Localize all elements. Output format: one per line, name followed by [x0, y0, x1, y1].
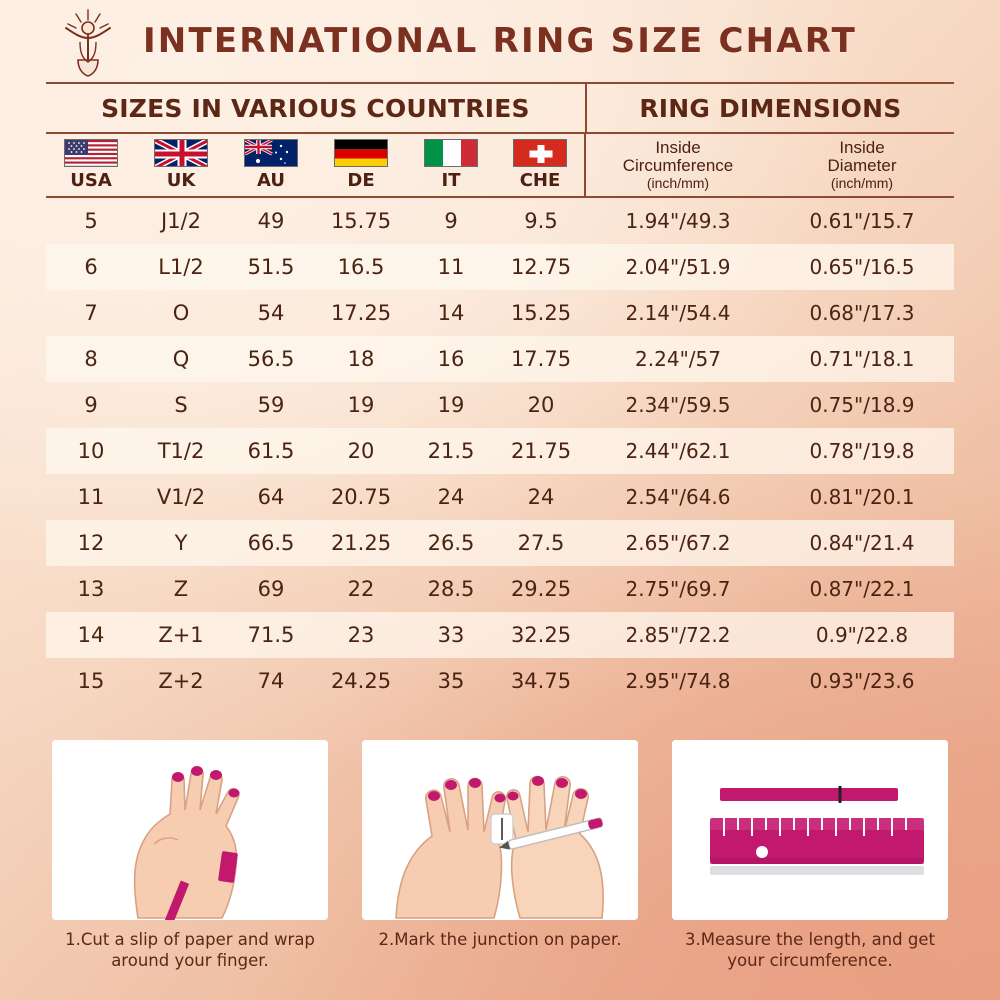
cell-circumference: 2.85"/72.2	[625, 623, 731, 647]
flag-uk-icon	[154, 139, 208, 167]
cell-che: 12.75	[510, 255, 572, 279]
cell-usa: 8	[84, 347, 98, 371]
cell-che: 20	[527, 393, 555, 417]
table-row	[46, 474, 954, 520]
step-1-illustration	[52, 740, 328, 920]
table-row	[46, 336, 954, 382]
diameter-units: (inch/mm)	[830, 174, 894, 191]
cell-it: 14	[437, 301, 465, 325]
cell-de: 20.75	[330, 485, 392, 509]
flag-de-icon	[334, 139, 388, 167]
column-header-circumference	[586, 134, 770, 196]
column-label-au: AU	[257, 170, 285, 191]
cell-che: 24	[527, 485, 555, 509]
cell-it: 33	[437, 623, 465, 647]
cell-de: 24.25	[330, 669, 392, 693]
cell-de: 17.25	[330, 301, 392, 325]
cell-it: 28.5	[427, 577, 475, 601]
cell-it: 9	[444, 209, 458, 233]
cell-de: 20	[347, 439, 375, 463]
cell-uk: L1/2	[158, 255, 204, 279]
cell-de: 21.25	[330, 531, 392, 555]
circumference-units: (inch/mm)	[646, 174, 710, 191]
cell-au: 54	[257, 301, 285, 325]
cell-usa: 7	[84, 301, 98, 325]
cell-au: 74	[257, 669, 285, 693]
table-row	[46, 382, 954, 428]
cell-uk: Z+1	[158, 623, 204, 647]
group-header-dimensions: RING DIMENSIONS	[639, 93, 902, 123]
column-label-it: IT	[441, 170, 461, 191]
cell-usa: 5	[84, 209, 98, 233]
cell-au: 66.5	[247, 531, 295, 555]
step-3-illustration	[672, 740, 948, 920]
cell-uk: V1/2	[156, 485, 206, 509]
cell-usa: 12	[77, 531, 105, 555]
table-row	[46, 612, 954, 658]
step-2-illustration	[362, 740, 638, 920]
cell-it: 21.5	[427, 439, 475, 463]
cell-uk: Y	[174, 531, 188, 555]
column-label-uk: UK	[166, 170, 196, 191]
cell-de: 18	[347, 347, 375, 371]
cell-circumference: 2.75"/69.7	[625, 577, 731, 601]
cell-circumference: 2.65"/67.2	[625, 531, 731, 555]
group-header-countries: SIZES IN VARIOUS COUNTRIES	[46, 84, 587, 132]
cell-circumference: 2.44"/62.1	[625, 439, 731, 463]
flag-it-icon	[424, 139, 478, 167]
cell-circumference: 2.24"/57	[635, 347, 721, 371]
cell-it: 26.5	[427, 531, 475, 555]
cell-usa: 15	[77, 669, 105, 693]
cell-che: 29.25	[510, 577, 572, 601]
cell-che: 17.75	[510, 347, 572, 371]
column-label-che: CHE	[519, 170, 561, 191]
cell-diameter: 0.87"/22.1	[809, 577, 915, 601]
column-header-row	[46, 134, 954, 198]
cell-it: 19	[437, 393, 465, 417]
cell-au: 49	[257, 209, 285, 233]
cell-it: 16	[437, 347, 465, 371]
table-row	[46, 244, 954, 290]
cell-che: 32.25	[510, 623, 572, 647]
circumference-line1: Inside	[655, 138, 701, 158]
cell-de: 16.5	[337, 255, 385, 279]
circumference-line2: Circumference	[622, 156, 734, 176]
cell-de: 19	[347, 393, 375, 417]
cell-usa: 13	[77, 577, 105, 601]
cell-uk: Z+2	[158, 669, 204, 693]
column-label-usa: USA	[70, 170, 112, 191]
cell-diameter: 0.71"/18.1	[809, 347, 915, 371]
cell-usa: 6	[84, 255, 98, 279]
cell-uk: J1/2	[161, 209, 201, 233]
cell-au: 71.5	[247, 623, 295, 647]
table-row	[46, 566, 954, 612]
cell-usa: 14	[77, 623, 105, 647]
cell-usa: 11	[77, 485, 105, 509]
cell-au: 51.5	[247, 255, 295, 279]
cell-che: 9.5	[524, 209, 558, 233]
instruction-steps	[52, 740, 948, 971]
size-chart	[46, 82, 954, 704]
cell-it: 24	[437, 485, 465, 509]
jesus-figure-logo	[52, 8, 124, 78]
column-header-diameter	[770, 134, 954, 196]
cell-circumference: 2.95"/74.8	[625, 669, 731, 693]
flag-usa-icon	[64, 139, 118, 167]
cell-diameter: 0.75"/18.9	[809, 393, 915, 417]
cell-usa: 9	[84, 393, 98, 417]
cell-circumference: 2.54"/64.6	[625, 485, 731, 509]
cell-circumference: 1.94"/49.3	[625, 209, 731, 233]
cell-diameter: 0.93"/23.6	[809, 669, 915, 693]
cell-uk: S	[174, 393, 188, 417]
flag-au-icon	[244, 139, 298, 167]
diameter-line2: Diameter	[827, 156, 897, 176]
cell-uk: O	[172, 301, 190, 325]
column-header-uk	[136, 134, 226, 196]
column-header-usa	[46, 134, 136, 196]
cell-au: 61.5	[247, 439, 295, 463]
cell-diameter: 0.9"/22.8	[815, 623, 909, 647]
cell-it: 35	[437, 669, 465, 693]
cell-circumference: 2.14"/54.4	[625, 301, 731, 325]
step-1-caption: 1.Cut a slip of paper and wrap around your finger.	[65, 930, 315, 970]
cell-che: 27.5	[517, 531, 565, 555]
cell-che: 15.25	[510, 301, 572, 325]
cell-uk: Q	[172, 347, 190, 371]
cell-de: 23	[347, 623, 375, 647]
cell-diameter: 0.65"/16.5	[809, 255, 915, 279]
cell-diameter: 0.78"/19.8	[809, 439, 915, 463]
cell-de: 22	[347, 577, 375, 601]
cell-diameter: 0.61"/15.7	[809, 209, 915, 233]
cell-au: 59	[257, 393, 285, 417]
cell-usa: 10	[77, 439, 105, 463]
column-header-de	[316, 134, 406, 196]
cell-che: 21.75	[510, 439, 572, 463]
table-row	[46, 658, 954, 704]
instruction-step-2	[362, 740, 638, 971]
cell-au: 69	[257, 577, 285, 601]
cell-de: 15.75	[330, 209, 392, 233]
table-row	[46, 290, 954, 336]
table-row	[46, 520, 954, 566]
cell-diameter: 0.81"/20.1	[809, 485, 915, 509]
group-header-row	[46, 82, 954, 134]
table-row	[46, 428, 954, 474]
table-row	[46, 198, 954, 244]
cell-circumference: 2.04"/51.9	[625, 255, 731, 279]
diameter-line1: Inside	[839, 138, 885, 158]
instruction-step-3	[672, 740, 948, 971]
cell-che: 34.75	[510, 669, 572, 693]
cell-au: 64	[257, 485, 285, 509]
page-title: INTERNATIONAL RING SIZE CHART	[142, 21, 858, 61]
instruction-step-1	[52, 740, 328, 971]
step-3-caption: 3.Measure the length, and get your circumference.	[685, 930, 935, 970]
size-rows	[46, 198, 954, 704]
cell-uk: T1/2	[157, 439, 205, 463]
step-2-caption: 2.Mark the junction on paper.	[378, 930, 622, 949]
page-header	[0, 0, 1000, 82]
column-header-che	[496, 134, 586, 196]
column-header-it	[406, 134, 496, 196]
column-label-de: DE	[347, 170, 375, 191]
cell-diameter: 0.84"/21.4	[809, 531, 915, 555]
cell-it: 11	[437, 255, 465, 279]
cell-au: 56.5	[247, 347, 295, 371]
cell-uk: Z	[173, 577, 189, 601]
cell-diameter: 0.68"/17.3	[809, 301, 915, 325]
flag-che-icon	[513, 139, 567, 167]
column-header-au	[226, 134, 316, 196]
cell-circumference: 2.34"/59.5	[625, 393, 731, 417]
